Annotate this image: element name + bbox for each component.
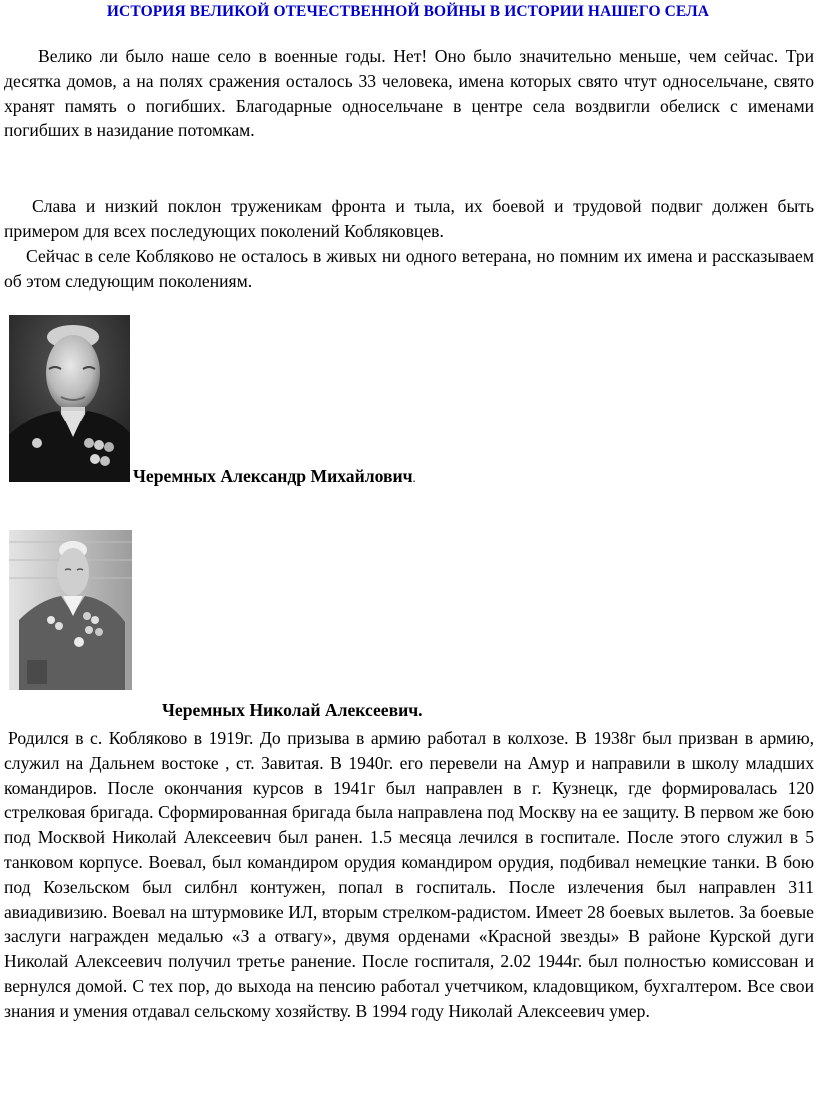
person-1-name-dot: . (412, 470, 416, 485)
person-1-name-text: Черемных Александр Михайлович (133, 466, 413, 486)
intro-paragraph: Велико ли было наше село в военные годы. Нет! Оно было значительно меньше, чем сейчас. Три десятка домов, а на полях сражения осталось 33 человека, имена которых свято чтут односельчане, свято хранят память о погибших. Благодарные односельчане в центре села воздвигли обелиск с именами погибших в назидание потомкам. (4, 46, 814, 141)
person-2-biography: Родился в с. Кобляково в 1919г. До призыва в армию работал в колхозе. В 1938г был призван в армию, служил на Дальнем востоке , ст. Завитая. В 1940г. его перевели на Амур и направили в школу младших командиров. После окончания курсов в 1941г был направлен в г. Кузнецк, где формировалась 120 стрелковая бригада. Сформированная бригада была направлена под Москву на ее защиту. В первом же бою под Москвой Николай Алексеевич был ранен. 1.5 месяца лечился в госпитале. После этого служил в 5 танковом корпусе. Воевал, был командиром орудия командиром орудия, подбивал немецкие танки. В бою под Козельском был силбнл контужен, попал в госпиталь. После излечения был направлен 311 авиадивизию. Воевал на штурмовике ИЛ, вторым стрелком-радистом. Имеет 28 боевых вылетов. За боевые заслуги награжден медалью «З а отвагу», двумя орденами «Красной звезды» В районе Курской дуги Николай Алексеевич получил третье ранение. После госпиталя, 2.02 1944г. был полностью комиссован и вернулся домой. С тех пор, до выхода на пенсию работал учетчиком, кладовщиком, бухгалтером. Все свои знания и умения отдавал сельскому хозяйству. В 1994 году Николай Алексеевич умер. (4, 728, 814, 1021)
portrait-photo-nikolai (9, 530, 132, 690)
page-title: ИСТОРИЯ ВЕЛИКОЙ ОТЕЧЕСТВЕННОЙ ВОЙНЫ В ИСТОРИИ НАШЕГО СЕЛА (106, 3, 710, 20)
memory-paragraph: Сейчас в селе Кобляково не осталось в живых ни одного ветерана, но помним их имена и рассказываем об этом следующим поколениям. (4, 246, 814, 291)
portrait-photo-aleksandr (9, 315, 130, 482)
person-1-name (133, 466, 416, 487)
glory-paragraph: Слава и низкий поклон труженикам фронта и тыла, их боевой и трудовой подвиг должен быть примером для всех последующих поколений Кобляковцев. (4, 196, 814, 241)
person-2-name: Черемных Николай Алексеевич. (162, 700, 423, 720)
